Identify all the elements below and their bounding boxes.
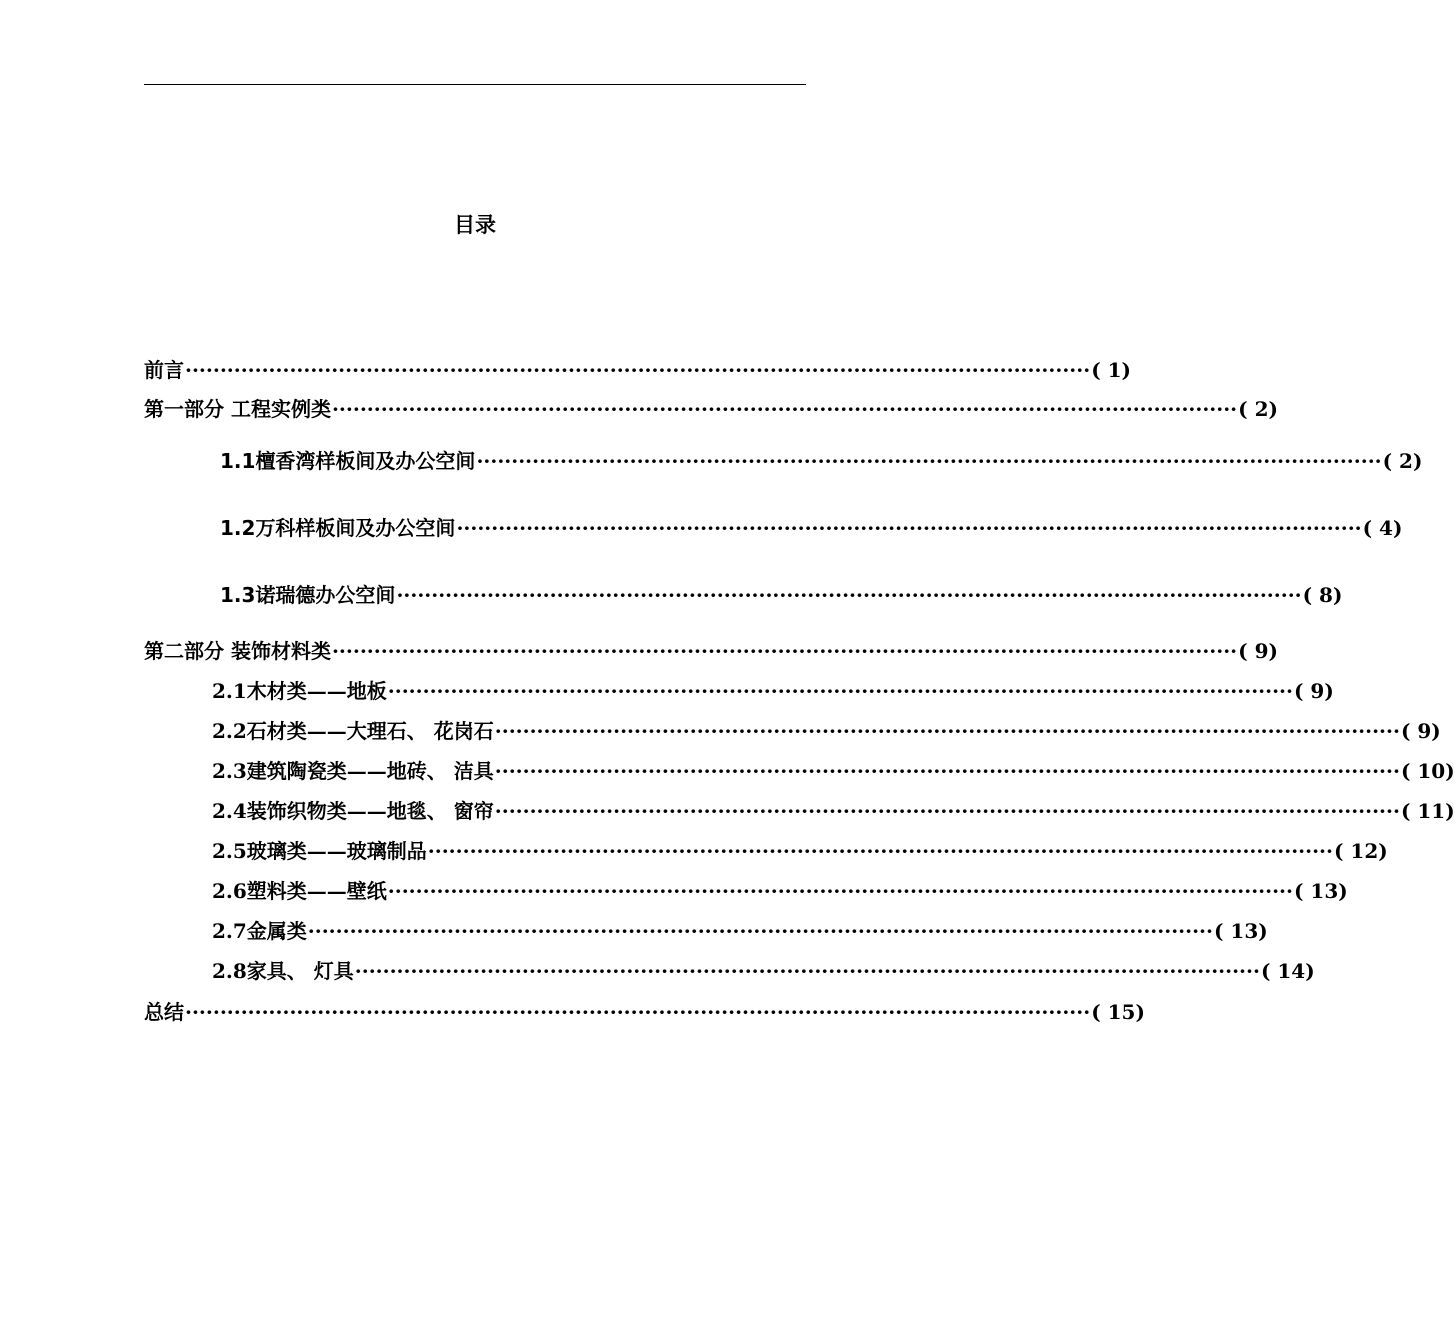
toc-page-number: ( 12): [1333, 839, 1388, 863]
toc-entry-text: 万科样板间及办公空间: [255, 516, 456, 540]
toc-entry-text: 建筑陶瓷类——地砖、 洁具: [246, 759, 494, 783]
toc-page-number: ( 11): [1400, 799, 1455, 823]
toc-leader: ··································································································································: [354, 959, 1260, 983]
toc-page-number: ( 8): [1302, 583, 1343, 607]
toc-section-number: 2.2: [212, 719, 247, 743]
toc-leader: ··································································································································: [476, 449, 1382, 473]
toc-entry-part-one[interactable]: [144, 395, 1278, 423]
toc-section-number: 2.3: [212, 759, 247, 783]
toc-entry-text: 前言: [144, 358, 184, 382]
toc-entry-2-1[interactable]: [212, 677, 1334, 705]
toc-section-number: 2.5: [212, 839, 247, 863]
toc-entry-text: 装饰织物类——地毯、 窗帘: [246, 799, 494, 823]
toc-entry-text: 石材类——大理石、 花岗石: [246, 719, 494, 743]
toc-page-number: ( 9): [1238, 639, 1278, 663]
toc-page-number: ( 1): [1091, 358, 1131, 382]
toc-entry-2-7[interactable]: [212, 917, 1268, 945]
toc-entry-2-8[interactable]: [212, 957, 1315, 985]
toc-entry-text: 塑料类——壁纸: [246, 879, 387, 903]
toc-leader: ··································································································································: [185, 1000, 1091, 1024]
toc-leader: ··································································································································: [494, 759, 1400, 783]
toc-entry-text: 家具、 灯具: [246, 959, 354, 983]
toc-entry-2-4[interactable]: [212, 797, 1455, 825]
toc-leader: ··································································································································: [331, 397, 1238, 421]
toc-leader: ··································································································································: [387, 679, 1293, 703]
toc-entry-2-2[interactable]: [212, 717, 1441, 745]
toc-entry-preface[interactable]: [144, 356, 1131, 384]
toc-title: 目录: [454, 213, 496, 237]
toc-entry-text: 金属类: [246, 919, 307, 943]
toc-section-number: 1.1: [220, 449, 256, 473]
toc-section-number: 2.7: [212, 919, 247, 943]
toc-section-number: 2.1: [212, 679, 247, 703]
toc-page-number: ( 15): [1091, 1000, 1145, 1024]
toc-entry-text: 玻璃类——玻璃制品: [246, 839, 427, 863]
toc-page-number: ( 10): [1400, 759, 1455, 783]
toc-page-number: ( 4): [1362, 516, 1403, 540]
toc-leader: ··································································································································: [456, 516, 1362, 540]
toc-entry-2-3[interactable]: [212, 757, 1455, 785]
toc-section-number: 2.8: [212, 959, 247, 983]
toc-page-number: ( 9): [1400, 719, 1441, 743]
toc-entry-1-3[interactable]: [220, 581, 1343, 609]
toc-leader: ··································································································································: [494, 799, 1400, 823]
toc-section-number: 2.6: [212, 879, 247, 903]
toc-entry-summary[interactable]: [144, 998, 1145, 1026]
toc-leader: ··································································································································: [427, 839, 1333, 863]
toc-page-number: ( 14): [1260, 959, 1315, 983]
toc-entry-text: 第一部分 工程实例类: [144, 397, 331, 421]
toc-page-number: ( 2): [1238, 397, 1278, 421]
toc-page-number: ( 13): [1213, 919, 1268, 943]
toc-entry-2-5[interactable]: [212, 837, 1388, 865]
toc-leader: ··································································································································: [387, 879, 1293, 903]
toc-entry-text: 第二部分 装饰材料类: [144, 639, 331, 663]
toc-entry-1-2[interactable]: [220, 514, 1403, 542]
toc-entry-text: 总结: [144, 1000, 184, 1024]
header-rule: [144, 84, 806, 85]
toc-entry-text: 木材类——地板: [246, 679, 387, 703]
toc-leader: ··································································································································: [331, 639, 1238, 663]
toc-leader: ··································································································································: [396, 583, 1302, 607]
toc-page-number: ( 2): [1382, 449, 1423, 473]
toc-page-number: ( 13): [1293, 879, 1348, 903]
toc-section-number: 1.3: [220, 583, 256, 607]
toc-section-number: 1.2: [220, 516, 256, 540]
toc-leader: ··································································································································: [185, 358, 1091, 382]
toc-entry-text: 诺瑞德办公空间: [255, 583, 396, 607]
toc-entry-part-two[interactable]: [144, 637, 1278, 665]
toc-leader: ··································································································································: [494, 719, 1400, 743]
toc-entry-2-6[interactable]: [212, 877, 1348, 905]
toc-entry-text: 檀香湾样板间及办公空间: [255, 449, 476, 473]
toc-leader: ··································································································································: [307, 919, 1213, 943]
toc-page-number: ( 9): [1293, 679, 1334, 703]
toc-section-number: 2.4: [212, 799, 247, 823]
toc-entry-1-1[interactable]: [220, 447, 1423, 475]
